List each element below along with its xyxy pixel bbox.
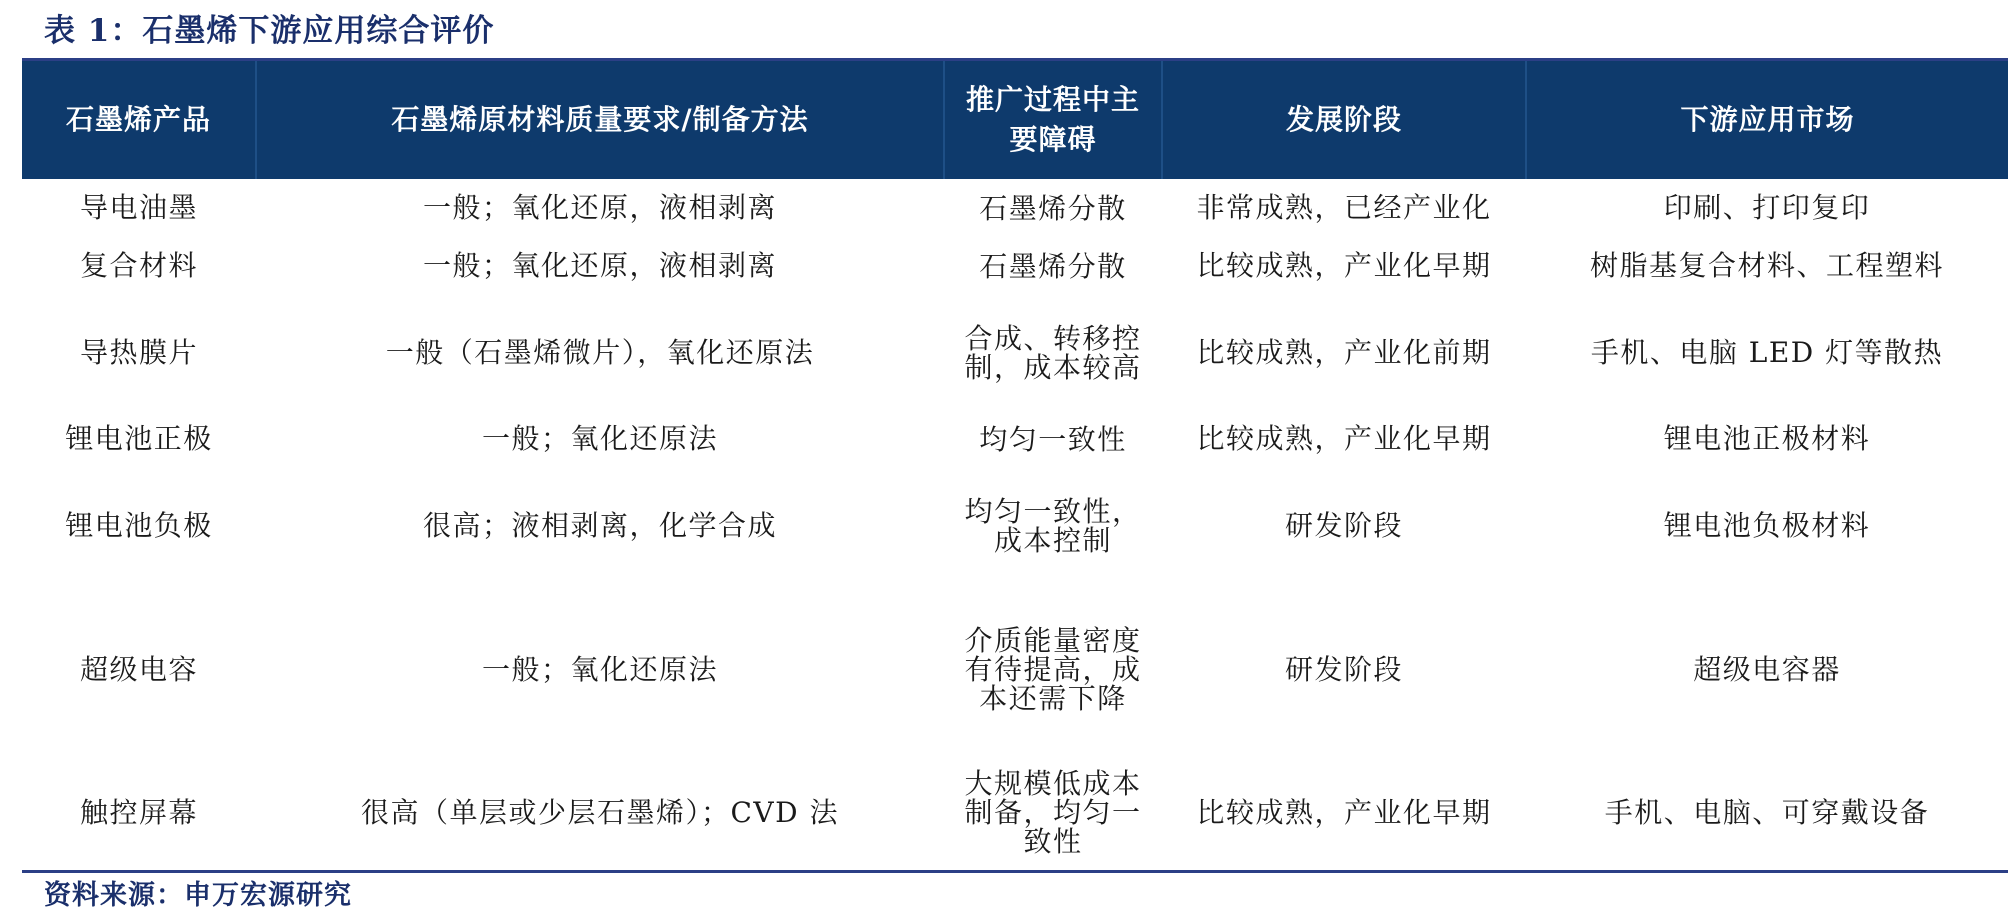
cell-market: 手机、电脑、可穿戴设备	[1526, 756, 2008, 871]
cell-obstacle: 合成、转移控制，成本较高	[964, 321, 1142, 384]
cell-stage: 比较成熟，产业化前期	[1196, 335, 1492, 369]
cell-product: 触控屏幕	[22, 756, 256, 871]
cell-product: 导电油墨	[79, 191, 198, 224]
cell-market: 超级电容器	[1693, 652, 1841, 686]
cell-obstacle: 介质能量密度有待提高，成本还需下降	[964, 624, 1142, 715]
header-material-requirement: 石墨烯原材料质量要求/制备方法	[256, 61, 944, 179]
cell-product: 锂电池正极	[65, 422, 213, 455]
cell-obstacle: 大规模低成本制备，均匀一致性	[944, 756, 1162, 871]
cell-market: 印刷、打印复印	[1663, 191, 1871, 224]
cell-obstacle: 石墨烯分散	[979, 249, 1127, 283]
table-row	[22, 756, 2008, 871]
cell-material: 很高；液相剥离，化学合成	[422, 508, 777, 542]
cell-product: 锂电池负极	[65, 508, 213, 542]
cell-market: 手机、电脑 LED 灯等散热	[1590, 335, 1944, 369]
cell-stage: 研发阶段	[1284, 652, 1403, 686]
cell-stage: 非常成熟，已经产业化	[1196, 191, 1492, 224]
table-row	[22, 295, 2008, 410]
cell-material: 一般；氧化还原法	[481, 652, 718, 686]
cell-obstacle: 均匀一致性	[979, 422, 1127, 456]
cell-material: 一般；氧化还原法	[481, 422, 718, 455]
table-header-row	[22, 61, 2008, 179]
cell-material: 一般；氧化还原，液相剥离	[422, 249, 777, 282]
cell-market: 树脂基复合材料、工程塑料	[1589, 249, 1944, 282]
graphene-application-table	[22, 61, 2008, 873]
cell-stage: 比较成熟，产业化早期	[1196, 422, 1492, 455]
cell-market: 锂电池正极材料	[1663, 422, 1871, 455]
header-downstream-market: 下游应用市场	[1526, 61, 2008, 179]
header-product: 石墨烯产品	[22, 61, 256, 179]
cell-material: 一般（石墨烯微片），氧化还原法	[385, 335, 815, 369]
table-row	[22, 179, 2008, 237]
source-note: 资料来源：申万宏源研究	[44, 880, 352, 911]
table-title: 表 1：石墨烯下游应用综合评价	[44, 13, 495, 49]
cell-obstacle: 均匀一致性，成本控制	[964, 494, 1142, 557]
table-row	[22, 583, 2008, 756]
table-row	[22, 237, 2008, 295]
cell-material: 很高（单层或少层石墨烯）；CVD 法	[256, 756, 944, 871]
cell-stage: 比较成熟，产业化早期	[1162, 756, 1526, 871]
cell-product: 导热膜片	[79, 335, 198, 369]
cell-product: 复合材料	[79, 249, 198, 282]
cell-market: 锂电池负极材料	[1663, 508, 1871, 542]
header-main-obstacle: 推广过程中主要障碍	[944, 61, 1162, 179]
table-row	[22, 410, 2008, 468]
table-row	[22, 468, 2008, 583]
cell-obstacle: 石墨烯分散	[979, 191, 1127, 225]
header-development-stage: 发展阶段	[1162, 61, 1526, 179]
cell-stage: 研发阶段	[1284, 508, 1403, 542]
cell-product: 超级电容	[79, 652, 198, 686]
cell-stage: 比较成熟，产业化早期	[1196, 249, 1492, 282]
cell-material: 一般；氧化还原，液相剥离	[422, 191, 777, 224]
